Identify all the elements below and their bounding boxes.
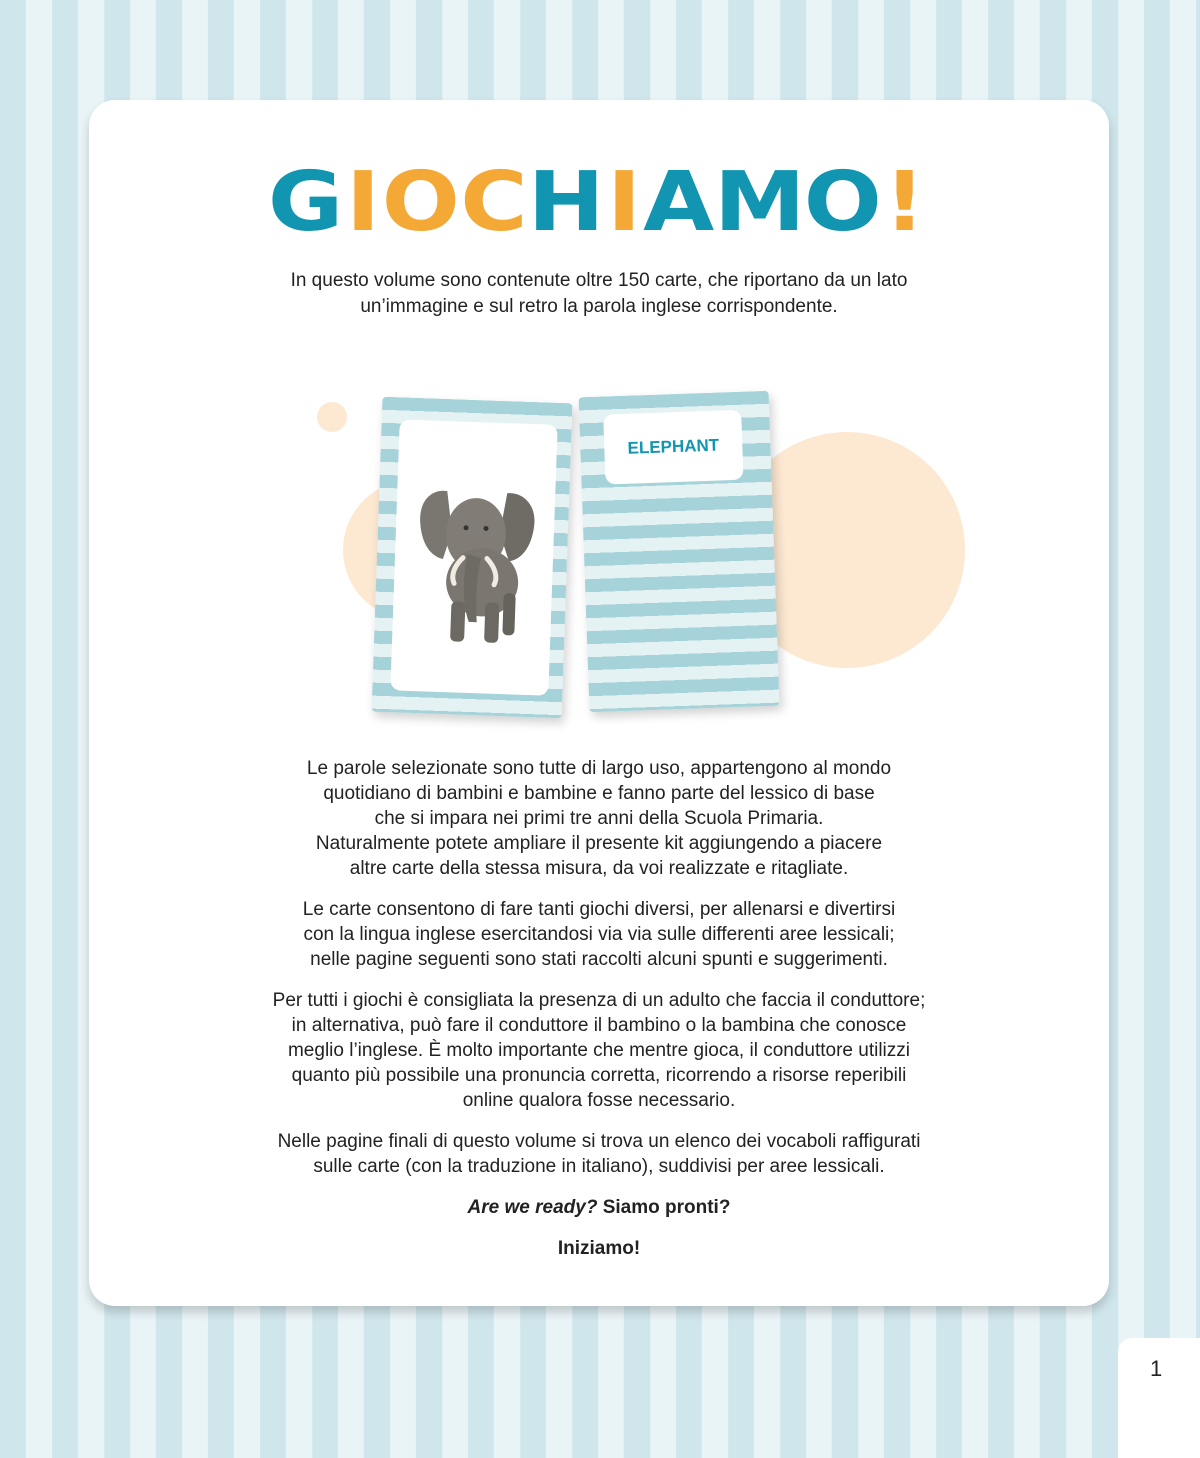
text-line: che si impara nei primi tre anni della Scuola Primaria. — [374, 808, 824, 829]
elephant-image — [402, 460, 549, 655]
text-line: con la lingua inglese esercitandosi via via sulle differenti aree lessicali; — [303, 924, 895, 945]
decor-circle-small — [317, 402, 347, 432]
intro-text — [199, 268, 999, 320]
content-panel — [89, 100, 1109, 1306]
text-line: quotidiano di bambini e bambine e fanno parte del lessico di base — [323, 783, 875, 804]
title-letter: I — [345, 155, 383, 250]
title-letter: I — [606, 155, 644, 250]
text-line: Le carte consentono di fare tanti giochi diversi, per allenarsi e divertirsi — [302, 899, 896, 920]
text-line: sulle carte (con la traduzione in italiano), suddivisi per aree lessicali. — [313, 1156, 885, 1177]
title-letter: A — [643, 155, 717, 250]
card-front — [372, 397, 573, 718]
title-letter: ! — [883, 155, 928, 250]
text-line: meglio l’inglese. È molto importante che mentre gioca, il conduttore utilizzi — [287, 1040, 911, 1061]
text-line: altre carte della stessa misura, da voi realizzate e ritagliate. — [349, 858, 849, 879]
paragraph — [149, 756, 1049, 881]
title-letter: M — [713, 155, 808, 250]
cta-line — [149, 1195, 1049, 1220]
title-letter: H — [527, 155, 608, 250]
paragraph — [149, 988, 1049, 1113]
text-line: Nelle pagine finali di questo volume si trova un elenco dei vocaboli raffigurati — [277, 1131, 921, 1152]
text-line: quanto più possibile una pronuncia corretta, ricorrendo a risorse reperibili — [291, 1065, 907, 1086]
text-line: Naturalmente potete ampliare il presente kit aggiungendo a piacere — [315, 833, 883, 854]
body-text — [149, 756, 1049, 1277]
word-label-box — [603, 410, 743, 485]
cta-start: Iniziamo! — [557, 1238, 641, 1259]
title-letter: O — [381, 155, 463, 250]
cta-english: Are we ready? — [467, 1197, 598, 1218]
text-line: in alternativa, può fare il conduttore il bambino o la bambina che conosce — [291, 1015, 907, 1036]
page-title — [89, 155, 1109, 250]
intro-line: In questo volume sono contenute oltre 150 carte, che riportano da un lato — [290, 270, 908, 291]
card-back — [579, 391, 780, 712]
text-line: online qualora fosse necessario. — [462, 1090, 736, 1111]
text-line: Per tutti i giochi è consigliata la presenza di un adulto che faccia il conduttore; — [272, 990, 926, 1011]
card-illustration — [89, 380, 1109, 720]
card-front-face — [390, 419, 557, 695]
page-number: 1 — [1150, 1356, 1163, 1381]
cta-italian: Siamo pronti? — [602, 1197, 731, 1218]
title-letter: C — [460, 155, 530, 250]
text-line: nelle pagine seguenti sono stati raccolti alcuni spunti e suggerimenti. — [310, 949, 888, 970]
paragraph — [149, 897, 1049, 972]
card-word: ELEPHANT — [627, 435, 720, 458]
title-letter: O — [804, 155, 885, 250]
paragraph — [149, 1129, 1049, 1179]
text-line: Le parole selezionate sono tutte di largo uso, appartengono al mondo — [306, 758, 892, 779]
intro-line: un’immagine e sul retro la parola inglese corrispondente. — [360, 296, 838, 317]
title-letter: G — [268, 155, 346, 250]
